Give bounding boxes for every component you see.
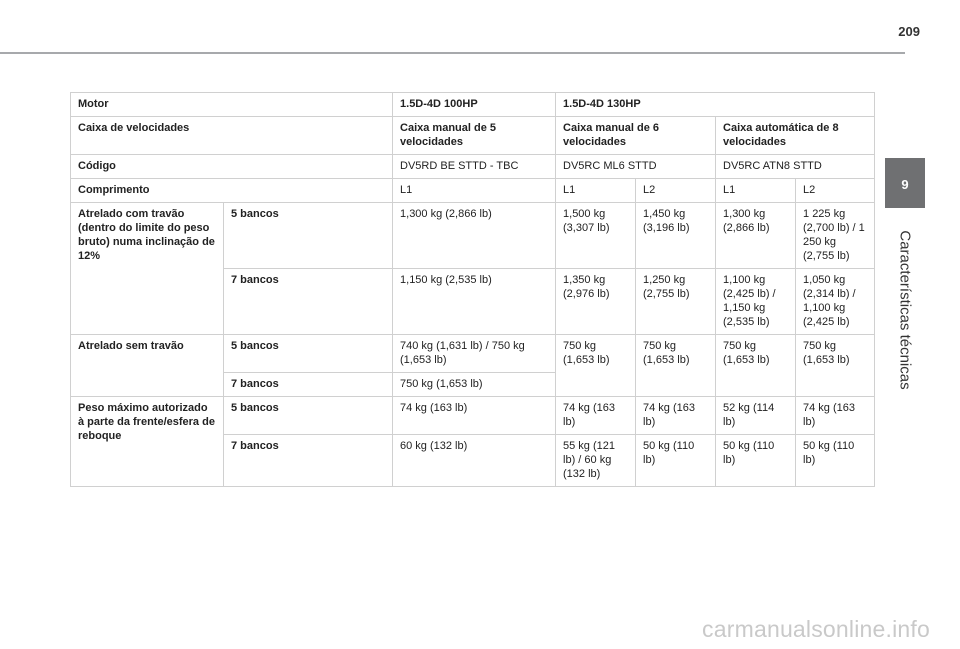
value-cell: 1,300 kg (2,866 lb) [716, 203, 796, 269]
value-cell: 55 kg (121 lb) / 60 kg (132 lb) [556, 435, 636, 487]
code-2: DV5RC ML6 STTD [556, 155, 716, 179]
table-row [71, 179, 875, 203]
value-cell: 750 kg (1,653 lb) [393, 373, 556, 397]
row-label-length: Comprimento [71, 179, 393, 203]
table-row [71, 117, 875, 155]
table-row [71, 155, 875, 179]
row-label-gearbox: Caixa de velocidades [71, 117, 393, 155]
value-cell: 1,500 kg (3,307 lb) [556, 203, 636, 269]
value-cell: 1,350 kg (2,976 lb) [556, 269, 636, 335]
code-3: DV5RC ATN8 STTD [716, 155, 875, 179]
value-cell: 1 225 kg (2,700 lb) / 1 250 kg (2,755 lb) [796, 203, 875, 269]
row-label-braked: Atrelado com travão (dentro do limite do peso bruto) numa inclinação de 12% [71, 203, 224, 335]
chapter-title-container [880, 225, 930, 395]
value-cell: 1,150 kg (2,535 lb) [393, 269, 556, 335]
table-row [71, 93, 875, 117]
row-label-code: Código [71, 155, 393, 179]
value-cell: 750 kg (1,653 lb) [716, 335, 796, 397]
value-cell: 1,300 kg (2,866 lb) [393, 203, 556, 269]
chapter-tab[interactable]: 9 [885, 158, 925, 208]
value-cell: 60 kg (132 lb) [393, 435, 556, 487]
value-cell: 74 kg (163 lb) [556, 397, 636, 435]
value-cell: 74 kg (163 lb) [393, 397, 556, 435]
gearbox-m5: Caixa manual de 5 velocidades [393, 117, 556, 155]
value-cell: 50 kg (110 lb) [796, 435, 875, 487]
gearbox-m6: Caixa manual de 6 velocidades [556, 117, 716, 155]
value-cell: 74 kg (163 lb) [636, 397, 716, 435]
value-cell: 740 kg (1,631 lb) / 750 kg (1,653 lb) [393, 335, 556, 373]
value-cell: 750 kg (1,653 lb) [556, 335, 636, 397]
motor-130: 1.5D-4D 130HP [556, 93, 875, 117]
motor-100: 1.5D-4D 100HP [393, 93, 556, 117]
value-cell: 50 kg (110 lb) [636, 435, 716, 487]
value-cell: 1,450 kg (3,196 lb) [636, 203, 716, 269]
seats-label: 7 bancos [224, 373, 393, 397]
seats-label: 5 bancos [224, 203, 393, 269]
value-cell: 750 kg (1,653 lb) [636, 335, 716, 397]
page-number: 209 [898, 24, 920, 39]
length-cell: L2 [636, 179, 716, 203]
row-label-unbraked: Atrelado sem travão [71, 335, 224, 397]
value-cell: 52 kg (114 lb) [716, 397, 796, 435]
chapter-title: Características técnicas [896, 230, 914, 390]
seats-label: 5 bancos [224, 397, 393, 435]
seats-label: 5 bancos [224, 335, 393, 373]
value-cell: 1,050 kg (2,314 lb) / 1,100 kg (2,425 lb) [796, 269, 875, 335]
header-rule [0, 52, 905, 54]
table-row [71, 335, 875, 373]
row-label-nose-weight: Peso máximo autorizado à parte da frente/esfera de reboque [71, 397, 224, 487]
gearbox-a8: Caixa automática de 8 velocidades [716, 117, 875, 155]
seats-label: 7 bancos [224, 435, 393, 487]
length-cell: L1 [393, 179, 556, 203]
spec-table [70, 92, 875, 487]
table-row [71, 397, 875, 435]
length-cell: L2 [796, 179, 875, 203]
table-row [71, 203, 875, 269]
code-1: DV5RD BE STTD - TBC [393, 155, 556, 179]
length-cell: L1 [556, 179, 636, 203]
seats-label: 7 bancos [224, 269, 393, 335]
value-cell: 50 kg (110 lb) [716, 435, 796, 487]
length-cell: L1 [716, 179, 796, 203]
value-cell: 74 kg (163 lb) [796, 397, 875, 435]
value-cell: 750 kg (1,653 lb) [796, 335, 875, 397]
value-cell: 1,250 kg (2,755 lb) [636, 269, 716, 335]
row-label-motor: Motor [71, 93, 393, 117]
value-cell: 1,100 kg (2,425 lb) / 1,150 kg (2,535 lb) [716, 269, 796, 335]
watermark: carmanualsonline.info [702, 616, 930, 642]
